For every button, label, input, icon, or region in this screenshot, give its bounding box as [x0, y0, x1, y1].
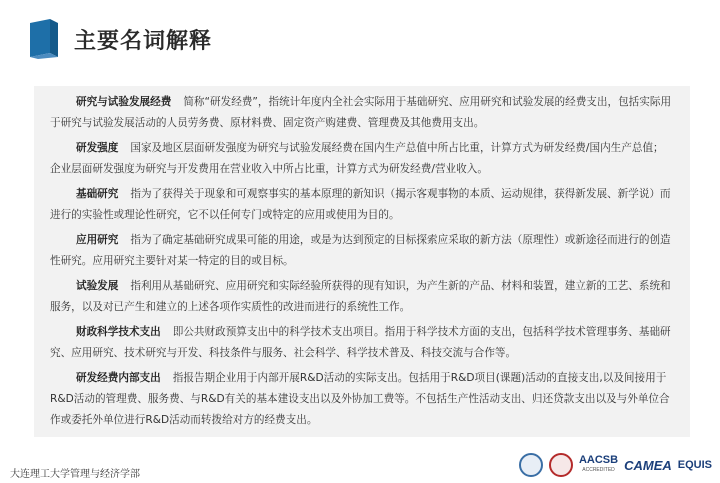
title-area — [28, 14, 212, 64]
book-icon — [28, 19, 62, 59]
term-basic-research — [50, 184, 674, 226]
term-name: 研发强度 — [76, 142, 119, 154]
term-rd-intensity — [50, 138, 674, 180]
term-name: 应用研究 — [76, 234, 119, 246]
equis-logo: EQUIS — [677, 459, 712, 471]
term-name: 研究与试验发展经费 — [76, 96, 172, 108]
definitions-panel — [34, 86, 690, 437]
term-name: 研发经费内部支出 — [76, 372, 161, 384]
term-rd-funding — [50, 92, 674, 134]
term-name: 试验发展 — [76, 280, 119, 292]
term-text: 简称“研发经费”，指统计年度内全社会实际用于基础研究、应用研究和试验发展的经费支出，包括实际用于研究与试验发展活动的人员劳务费、原材料费、固定资产购建费、管理费及其他费用支出。 — [50, 96, 672, 129]
term-text: 指为了确定基础研究成果可能的用途，或是为达到预定的目标探索应采取的新方法（原理性）或新途径而进行的创造性研究。应用研究主要针对某一特定的目的或目标。 — [50, 234, 671, 267]
term-text: 指报告期企业用于内部开展R&D活动的实际支出。包括用于R&D项目(课题)活动的直接支出,以及间接用于R&D活动的管理费、服务费、与R&D有关的基本建设支出以及外协加工费等。不包括生产性活动支出、归还贷款支出以及与外单位合作或委托外单位进行R&D活动而转拨给对方的经费支出。 — [50, 372, 670, 426]
university-seal-logo — [519, 453, 543, 477]
term-name: 基础研究 — [76, 188, 119, 200]
term-applied-research — [50, 230, 674, 272]
camea-logo: CAMEA — [624, 457, 672, 473]
accreditation-logos — [519, 453, 712, 477]
aacsb-logo — [579, 455, 618, 475]
term-internal-rd-expenditure — [50, 368, 674, 431]
footer-org: 大连理工大学管理与经济学部 — [10, 469, 140, 480]
aacsb-label: AACSB — [578, 454, 619, 466]
page-title: 主要名词解释 — [74, 28, 213, 54]
footer — [0, 449, 720, 483]
term-text: 即公共财政预算支出中的科学技术支出项目。指用于科学技术方面的支出，包括科学技术管理事务、基础研究、应用研究、技术研究与开发、科技条件与服务、社会科学、科学技术普及、科技交流与合作等。 — [50, 326, 671, 359]
term-text: 指为了获得关于现象和可观察事实的基本原理的新知识（揭示客观事物的本质、运动规律，获得新发展、新学说）而进行的实验性或理论性研究，它不以任何专门或特定的应用或使用为目的。 — [50, 188, 671, 221]
term-text: 指利用从基础研究、应用研究和实际经验所获得的现有知识，为产生新的产品、材料和装置，建立新的工艺、系统和服务，以及对已产生和建立的上述各项作实质性的改进而进行的系统性工作。 — [50, 280, 671, 313]
term-text: 国家及地区层面研发强度为研究与试验发展经费在国内生产总值中所占比重，计算方式为研发经费/国内生产总值；企业层面研发强度为研究与开发费用在营业收入中所占比重，计算方式为研发经费/营业收入。 — [50, 142, 664, 175]
term-experimental-development — [50, 276, 674, 318]
term-fiscal-st-expenditure — [50, 322, 674, 364]
school-seal-logo — [549, 453, 573, 477]
term-name: 财政科学技术支出 — [76, 326, 161, 338]
aacsb-sub-label: ACCREDITED — [582, 467, 615, 473]
